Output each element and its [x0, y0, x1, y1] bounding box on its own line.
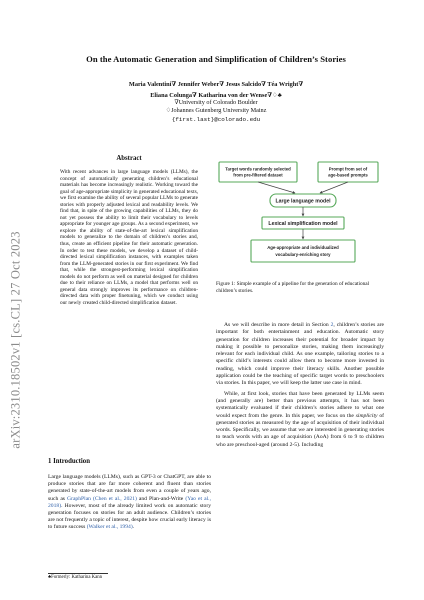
- figure-box-llm-text: Large language model: [275, 198, 331, 205]
- citation-link-walker[interactable]: (Walker et al., 1994): [86, 524, 133, 531]
- arxiv-side-banner: [4, 190, 28, 490]
- figure-box-output-text-2: vocabulary-enriching story: [275, 252, 331, 257]
- figure-box-simplification-text: Lexical simplification model: [268, 221, 338, 227]
- citation-link-chen[interactable]: GraphPlan (Chen et al., 2021): [67, 495, 137, 502]
- affiliation-colorado: ∇University of Colorado Boulder: [174, 99, 258, 106]
- footnote: ♣Formerly: Katharina Kann: [48, 575, 103, 580]
- figure-box-output: [251, 240, 355, 262]
- introduction-heading: 1 Introduction: [48, 458, 90, 465]
- body-text: , children’s stories are important for both entertainment and education. Automatic story generation for children increases their potential for broader impact by making it possible to personalize stories, making them increasingly relevant for each individual child. As one example, tailoring stories to a specific child’s interests could allow them to become more invested in reading, which could improve their literacy skills. Another possible application could be the teaching of specific target words to preschoolers via stories. In this paper, we will keep the latter use case in mind.: [216, 322, 385, 387]
- abstract-text: With recent advances in large language models (LLMs), the concept of automatically generating children’s educational materials has become increasingly realistic. Working toward the goal of age-appropriate simplicity in generated educational texts, we first examine the ability of several popular LLMs to generate stories with properly adjusted lexical and readability levels. We find that, in spite of the growing capabilities of LLMs, they do not yet possess the ability to limit their vocabulary to levels appropriate for younger age groups. As a second experiment, we explore the ability of state-of-the-art lexical simplification models to generalize to the domain of children’s stories and, thus, create an efficient pipeline for their automatic generation. In order to test these models, we develop a dataset of child-directed lexical simplification instances, with examples taken from the LLM-generated stories in our first experiment. We find that, while the strongest-performing lexical simplification models do not perform as well on material designed for children due to their reliance on LLMs, a model that performs well on general data strongly improves its performance on children-directed data with proper finetuning, which we conduct using our newly created child-directed simplification dataset.: [60, 169, 198, 306]
- figure-box-targets-text-1: Target words randomly selected: [225, 166, 291, 172]
- pipeline-figure: [215, 160, 385, 268]
- right-column-body: [216, 322, 384, 452]
- figure-box-output-text-1: Age-appropriate and individualized: [267, 245, 339, 250]
- figure-caption: Figure 1: Simple example of a pipeline for the generation of educational children’s stories.: [216, 281, 370, 294]
- body-paragraph-1: [216, 322, 384, 388]
- paper-title: On the Automatic Generation and Simplification of Children’s Stories: [86, 54, 346, 64]
- author-line-1: Maria Valentini∇ Jennifer Weber∇ Jesus Salcido∇ Téa Wright∇: [128, 81, 304, 88]
- figure-box-prompt: [318, 162, 378, 182]
- body-paragraph-2: [216, 391, 384, 449]
- intro-text: . However, most of the already limited work on automatic story generation focuses on stories for an adult audience. Children’s stories are not frequently a topic of interest, despite how crucial early literacy is to future success: [48, 502, 211, 531]
- citation-link-yao[interactable]: (Yao et al., 2018): [48, 495, 211, 509]
- author-line-2: Eliana Colunga∇ Katharina von der Wense∇♢♣: [150, 92, 282, 99]
- figure-box-simplification: [262, 217, 344, 229]
- figure-box-prompt-text-1: Prompt from set of: [328, 166, 368, 172]
- affiliations: [40, 99, 392, 124]
- author-list: [40, 79, 392, 101]
- intro-text: Large language models (LLMs), such as GPT-3 or ChatGPT, are able to produce stories that are far more coherent and fluent than stories generated by state-of-the-art models from even a couple of years ago, such as: [48, 474, 211, 502]
- figure-box-llm: [270, 194, 336, 207]
- body-text: While, at first look, stories that have been generated by LLMs seem (and generally are) better than previous attempts, it has not been systematically evaluated if their children’s stories adhere to what one would expect from the genre. In this paper, we focus on the: [216, 390, 384, 419]
- intro-text: .: [132, 524, 135, 531]
- footnote-divider: [48, 573, 108, 574]
- intro-text: and Plan-and-Write: [136, 495, 186, 502]
- figure-box-prompt-text-2: age-based prompts: [328, 172, 368, 178]
- figure-box-targets-text-2: from pre-filtered dataset: [233, 172, 283, 178]
- arxiv-identifier: arXiv:2310.18502v1 [cs.CL] 27 Oct 2023: [8, 231, 23, 449]
- section-ref-link[interactable]: 2: [330, 322, 334, 328]
- introduction-body: [48, 474, 211, 532]
- body-text: of generated stories as measured by the age of acquisition of their individual words. Specifically, we assume that we are interested in generating stories to teach words with an age of acquisition (AoA) from 6 to 9 to children who are preschool-aged (around 2-5). Including: [216, 412, 384, 448]
- figure-box-targets: [219, 162, 297, 182]
- body-text: As we will describe in more detail in Section: [224, 322, 331, 328]
- emphasis-text: simplicity: [355, 412, 378, 419]
- introduction-paragraph: [48, 474, 211, 532]
- contact-email: {first.last}@colorado.edu: [171, 115, 261, 123]
- abstract-heading: Abstract: [116, 155, 142, 162]
- affiliation-mainz: ♢Johannes Gutenberg University Mainz: [165, 107, 267, 115]
